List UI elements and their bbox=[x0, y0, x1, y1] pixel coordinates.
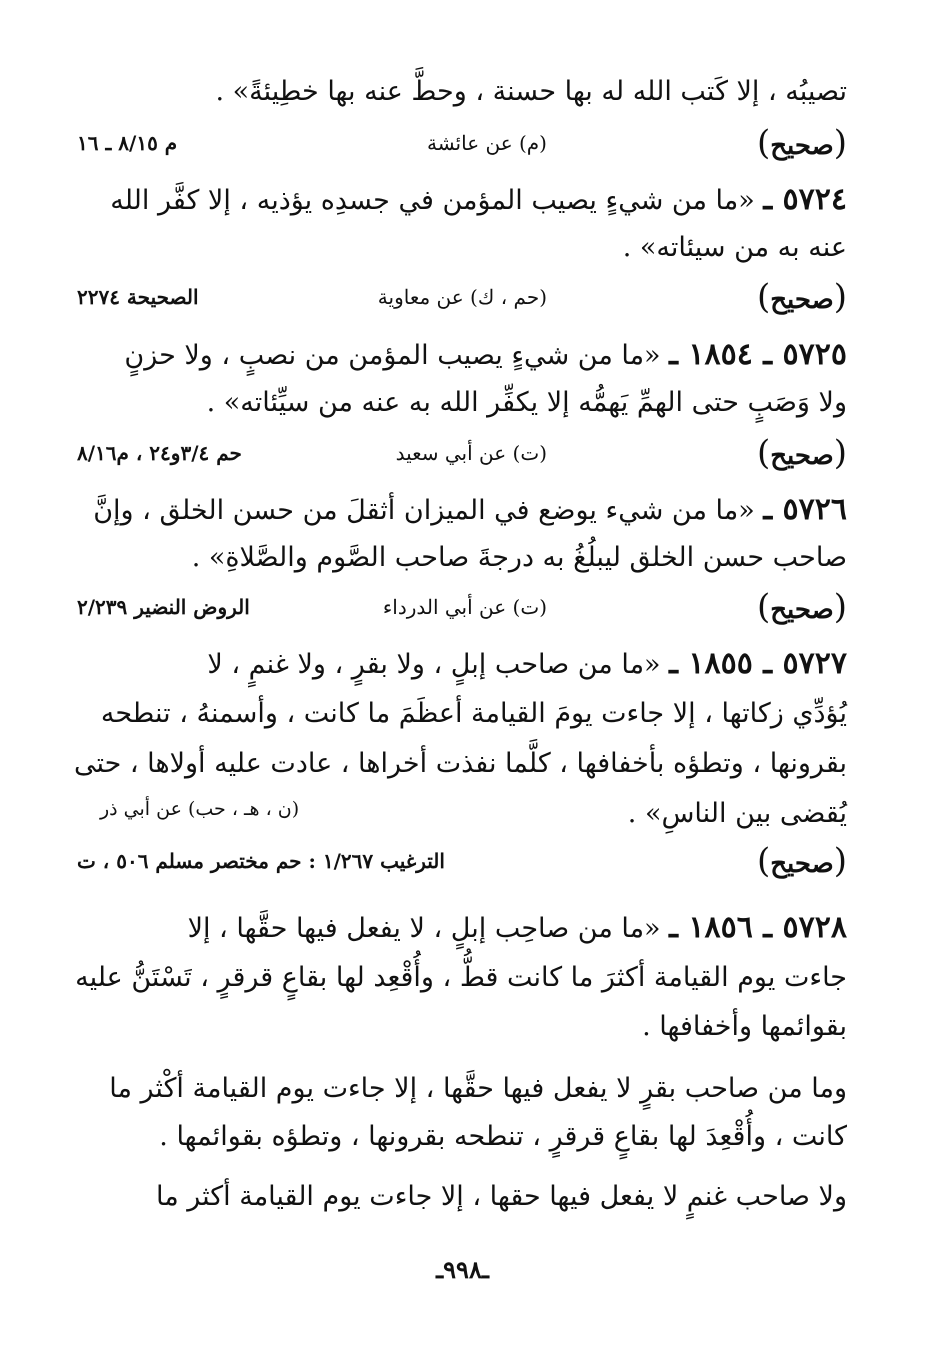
reference-label: حم ٣/٤و٢٤ ، م٨/١٦ bbox=[77, 441, 242, 465]
source-label: (حم ، ك) عن معاوية bbox=[377, 285, 547, 309]
hadith-5727-line bbox=[77, 644, 847, 685]
reference-label: الترغيب ١/٢٦٧ : حم مختصر مسلم ٥٠٦ ، ت bbox=[77, 849, 445, 873]
hadith-number: ٥٧٢٤ ـ bbox=[763, 182, 847, 217]
text-line: بقوائمها وأخفافها . bbox=[642, 1011, 847, 1042]
hadith-meta bbox=[77, 433, 847, 473]
hadith-5725-line bbox=[77, 335, 847, 376]
hadith-5728-line bbox=[77, 908, 847, 949]
text-line: كانت ، وأُقْعِدَ لها بقاعٍ قرقرٍ ، تنطحه بقرونها ، وتطؤه بقوائمها . bbox=[159, 1121, 847, 1152]
hadith-number: ٥٧٢٧ ـ ١٨٥٥ ـ bbox=[669, 646, 847, 681]
hadith-number: ٥٧٢٦ ـ bbox=[763, 492, 847, 527]
grade-label: (صحيح) bbox=[756, 123, 847, 163]
hadith-5724-line bbox=[77, 180, 847, 221]
hadith-meta bbox=[77, 277, 847, 317]
source-label: (ن ، هـ ، حب) عن أبي ذر bbox=[100, 798, 300, 820]
text-line: بقرونها ، وتطؤه بأخفافها ، كلَّما نفذت أخراها ، عادت عليه أولاها ، حتى bbox=[73, 748, 847, 779]
text-line: جاءت يوم القيامة أكثرَ ما كانت قطُّ ، وأُقْعِد لها بقاعٍ قرقرٍ ، تَسْتَنُّ عليه bbox=[75, 962, 847, 993]
page-number: ـ٩٩٨ـ bbox=[436, 1255, 489, 1284]
hadith-text: «ما من شيءٍ يصيب المؤمن في جسدِه يؤذيه ، إلا كفَّر الله bbox=[110, 185, 755, 216]
text-line: يُقضى بين الناسِ» . bbox=[627, 798, 847, 829]
source-label: (ت) عن أبي سعيد bbox=[395, 441, 547, 465]
hadith-text: «ما من صاحب إبلٍ ، ولا بقرٍ ، ولا غنمٍ ، لا bbox=[207, 649, 661, 680]
text-line: يُؤدِّي زكاتها ، إلا جاءت يومَ القيامة أعظَمَ ما كانت ، وأسمنهُ ، تنطحه bbox=[100, 698, 847, 729]
text-line: صاحب حسن الخلق ليبلُغُ به درجةَ صاحب الصَّوم والصَّلاةِ» . bbox=[191, 542, 847, 573]
grade-label: (صحيح) bbox=[756, 277, 847, 317]
hadith-meta bbox=[77, 123, 847, 163]
grade-label: (صحيح) bbox=[756, 587, 847, 627]
hadith-text: «ما من شيءٍ يصيب المؤمن من نصبٍ ، ولا حزنٍ bbox=[124, 340, 661, 371]
hadith-text: «ما من صاحِب إبلٍ ، لا يفعل فيها حقَّها ، إلا bbox=[187, 913, 661, 944]
text-line: ولا صاحب غنمٍ لا يفعل فيها حقها ، إلا جاءت يوم القيامة أكثر ما bbox=[155, 1181, 847, 1212]
source-label: (ت) عن أبي الدرداء bbox=[382, 595, 547, 619]
grade-label: (صحيح) bbox=[756, 841, 847, 881]
hadith-meta bbox=[77, 587, 847, 627]
text-line: عنه به من سيئاته» . bbox=[622, 232, 847, 263]
text-line: ولا وَصَبٍ حتى الهمِّ يَهمُّه إلا يكفِّر الله به عنه من سيِّئاته» . bbox=[206, 387, 847, 418]
text-line: تصيبُه ، إلا كَتب الله له بها حسنة ، وحطَّ عنه بها خطِيئةً» . bbox=[215, 76, 847, 107]
source-label: (م) عن عائشة bbox=[426, 131, 547, 155]
reference-label: م ٨/١٥ ـ ١٦ bbox=[77, 131, 178, 155]
hadith-number: ٥٧٢٨ ـ ١٨٥٦ ـ bbox=[669, 910, 847, 945]
hadith-5726-line bbox=[77, 490, 847, 531]
reference-label: الصحيحة ٢٢٧٤ bbox=[77, 285, 199, 309]
hadith-meta bbox=[77, 841, 847, 881]
hadith-number: ٥٧٢٥ ـ ١٨٥٤ ـ bbox=[669, 337, 847, 372]
text-line: وما من صاحب بقرٍ لا يفعل فيها حقَّها ، إلا جاءت يوم القيامة أكْثر ما bbox=[109, 1073, 847, 1104]
hadith-text: «ما من شيء يوضع في الميزان أثقلَ من حسن الخلق ، وإنَّ bbox=[93, 495, 755, 526]
reference-label: الروض النضير ٢/٢٣٩ bbox=[77, 595, 250, 619]
grade-label: (صحيح) bbox=[756, 433, 847, 473]
